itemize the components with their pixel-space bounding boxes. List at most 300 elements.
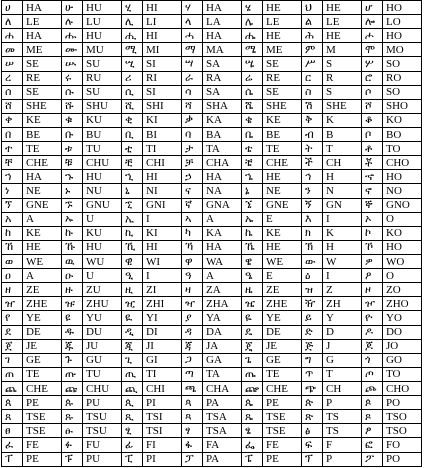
transliteration-cell: SO — [383, 85, 422, 99]
transliteration-cell: JI — [143, 339, 182, 353]
transliteration-cell: TSE — [263, 410, 302, 424]
fidel-glyph-cell: ጬ — [242, 381, 263, 395]
transliteration-cell: HA — [203, 170, 242, 184]
fidel-glyph-cell: ሌ — [242, 15, 263, 29]
transliteration-cell: SHE — [263, 99, 302, 113]
transliteration-cell: HO — [383, 170, 422, 184]
transliteration-cell: CHI — [143, 156, 182, 170]
transliteration-cell: WI — [143, 254, 182, 268]
transliteration-cell: GNU — [83, 198, 122, 212]
transliteration-cell: KO — [383, 226, 422, 240]
transliteration-cell: P — [323, 396, 362, 410]
fidel-glyph-cell: ጰ — [2, 396, 23, 410]
transliteration-cell: HA — [23, 170, 62, 184]
transliteration-cell: BI — [143, 127, 182, 141]
fidel-glyph-cell: ሒ — [122, 29, 143, 43]
transliteration-cell: YA — [203, 311, 242, 325]
transliteration-cell: TSE — [263, 424, 302, 438]
fidel-glyph-cell: ሐ — [2, 29, 23, 43]
transliteration-cell: M — [323, 43, 362, 57]
fidel-glyph-cell: ሑ — [62, 29, 83, 43]
transliteration-cell: ZHE — [23, 297, 62, 311]
fidel-glyph-cell: ዪ — [122, 311, 143, 325]
transliteration-cell: CHE — [263, 381, 302, 395]
fidel-glyph-cell: ሲ — [122, 85, 143, 99]
transliteration-cell: O — [383, 212, 422, 226]
transliteration-cell: SI — [143, 57, 182, 71]
fidel-glyph-cell: ሴ — [242, 85, 263, 99]
fidel-glyph-cell: ጨ — [2, 381, 23, 395]
transliteration-cell: CHU — [83, 156, 122, 170]
transliteration-cell: JO — [383, 339, 422, 353]
table-row — [2, 311, 422, 325]
transliteration-cell: TSE — [23, 410, 62, 424]
fidel-glyph-cell: ዢ — [122, 297, 143, 311]
transliteration-cell: E — [263, 212, 302, 226]
fidel-glyph-cell: ቶ — [362, 142, 383, 156]
transliteration-cell: T — [323, 142, 362, 156]
transliteration-cell: GNO — [383, 198, 422, 212]
fidel-glyph-cell: ኬ — [242, 226, 263, 240]
fidel-glyph-cell: ሩ — [62, 71, 83, 85]
fidel-glyph-cell: ሆ — [362, 1, 383, 15]
fidel-glyph-cell: ሡ — [62, 57, 83, 71]
fidel-glyph-cell: ኝ — [302, 198, 323, 212]
transliteration-cell: SU — [83, 57, 122, 71]
transliteration-cell: KE — [263, 113, 302, 127]
transliteration-cell: PE — [263, 452, 302, 467]
fidel-glyph-cell: ፒ — [122, 452, 143, 467]
transliteration-cell: K — [323, 226, 362, 240]
transliteration-cell: ZHU — [83, 297, 122, 311]
table-row — [2, 57, 422, 71]
fidel-glyph-cell: ሙ — [62, 43, 83, 57]
transliteration-cell: F — [323, 438, 362, 452]
transliteration-cell: RA — [203, 71, 242, 85]
fidel-glyph-cell: ኞ — [362, 198, 383, 212]
table-row — [2, 339, 422, 353]
fidel-glyph-cell: ዳ — [182, 325, 203, 339]
fidel-glyph-cell: ጸ — [2, 410, 23, 424]
fidel-glyph-cell: ሥ — [302, 57, 323, 71]
fidel-glyph-cell: ኹ — [62, 240, 83, 254]
fidel-glyph-cell: ፅ — [302, 424, 323, 438]
fidel-glyph-cell: ካ — [182, 226, 203, 240]
transliteration-cell: KU — [83, 226, 122, 240]
transliteration-cell: JA — [203, 339, 242, 353]
fidel-glyph-cell: ኛ — [182, 198, 203, 212]
fidel-glyph-cell: የ — [2, 311, 23, 325]
transliteration-cell: I — [323, 212, 362, 226]
fidel-glyph-cell: ሃ — [182, 1, 203, 15]
fidel-glyph-cell: ት — [302, 142, 323, 156]
fidel-glyph-cell: ፕ — [302, 452, 323, 467]
transliteration-cell: RI — [143, 71, 182, 85]
transliteration-cell: DA — [203, 325, 242, 339]
transliteration-cell: PU — [83, 452, 122, 467]
fidel-glyph-cell: ጅ — [302, 339, 323, 353]
fidel-glyph-cell: ኂ — [122, 170, 143, 184]
transliteration-cell: GNE — [263, 198, 302, 212]
table-row — [2, 254, 422, 268]
transliteration-cell: H — [323, 240, 362, 254]
fidel-glyph-cell: ም — [302, 43, 323, 57]
transliteration-cell: A — [23, 212, 62, 226]
fidel-glyph-cell: ጣ — [182, 367, 203, 381]
fidel-glyph-cell: መ — [2, 43, 23, 57]
transliteration-cell: MO — [383, 43, 422, 57]
fidel-glyph-cell: ኽ — [302, 240, 323, 254]
fidel-glyph-cell: ዎ — [362, 254, 383, 268]
fidel-glyph-cell: ሬ — [242, 71, 263, 85]
fidel-glyph-cell: ኃ — [182, 170, 203, 184]
fidel-glyph-cell: ሰ — [2, 85, 23, 99]
transliteration-cell: HE — [263, 240, 302, 254]
transliteration-cell: HE — [323, 29, 362, 43]
transliteration-cell: BE — [263, 127, 302, 141]
fidel-glyph-cell: ሪ — [122, 71, 143, 85]
fidel-glyph-cell: ጾ — [362, 410, 383, 424]
fidel-glyph-cell: ጻ — [182, 410, 203, 424]
fidel-glyph-cell: ሽ — [302, 99, 323, 113]
fidel-glyph-cell: ሮ — [362, 71, 383, 85]
transliteration-cell: SHO — [383, 99, 422, 113]
fidel-glyph-cell: ዲ — [122, 325, 143, 339]
fidel-glyph-cell: ኜ — [242, 198, 263, 212]
transliteration-cell: KU — [83, 113, 122, 127]
fidel-glyph-cell: ኣ — [182, 212, 203, 226]
transliteration-cell: YI — [143, 311, 182, 325]
transliteration-cell: HE — [263, 170, 302, 184]
table-row — [2, 170, 422, 184]
fidel-glyph-cell: ድ — [302, 325, 323, 339]
transliteration-cell: NO — [383, 184, 422, 198]
fidel-glyph-cell: ታ — [182, 142, 203, 156]
transliteration-cell: KE — [23, 226, 62, 240]
transliteration-cell: TE — [263, 367, 302, 381]
fidel-glyph-cell: ኒ — [122, 184, 143, 198]
transliteration-cell: TA — [203, 142, 242, 156]
table-row — [2, 184, 422, 198]
transliteration-cell: YE — [23, 311, 62, 325]
fidel-glyph-cell: ኡ — [62, 212, 83, 226]
transliteration-cell: TSO — [383, 424, 422, 438]
fidel-glyph-cell: ኅ — [302, 170, 323, 184]
fidel-glyph-cell: ቄ — [242, 113, 263, 127]
transliteration-cell: CHO — [383, 381, 422, 395]
fidel-glyph-cell: ኙ — [62, 198, 83, 212]
fidel-glyph-cell: ቲ — [122, 142, 143, 156]
fidel-glyph-cell: ቾ — [362, 156, 383, 170]
fidel-glyph-cell: ጆ — [362, 339, 383, 353]
transliteration-cell: ZE — [23, 283, 62, 297]
transliteration-cell: KI — [143, 113, 182, 127]
fidel-glyph-cell: ዑ — [62, 269, 83, 283]
fidel-glyph-cell: ጳ — [182, 396, 203, 410]
fidel-glyph-cell: ግ — [302, 353, 323, 367]
transliteration-cell: RE — [23, 71, 62, 85]
transliteration-cell: HI — [143, 1, 182, 15]
transliteration-cell: PE — [23, 396, 62, 410]
fidel-glyph-cell: ጭ — [302, 381, 323, 395]
table-row — [2, 142, 422, 156]
transliteration-cell: WE — [263, 254, 302, 268]
table-row — [2, 381, 422, 395]
fidel-glyph-cell: ጄ — [242, 339, 263, 353]
transliteration-cell: Y — [323, 311, 362, 325]
transliteration-cell: HA — [203, 29, 242, 43]
transliteration-cell: YO — [383, 311, 422, 325]
fidel-glyph-cell: ኤ — [242, 212, 263, 226]
transliteration-cell: G — [323, 353, 362, 367]
transliteration-cell: FO — [383, 438, 422, 452]
transliteration-cell: PI — [143, 452, 182, 467]
fidel-glyph-cell: ማ — [182, 43, 203, 57]
fidel-glyph-cell: ፃ — [182, 424, 203, 438]
fidel-glyph-cell: ቀ — [2, 113, 23, 127]
transliteration-cell: ZO — [383, 283, 422, 297]
fidel-glyph-cell: ሢ — [122, 57, 143, 71]
transliteration-cell: E — [263, 269, 302, 283]
transliteration-cell: TO — [383, 142, 422, 156]
transliteration-cell: HE — [263, 29, 302, 43]
transliteration-cell: CHO — [383, 156, 422, 170]
fidel-glyph-cell: ኆ — [362, 170, 383, 184]
fidel-glyph-cell: ዚ — [122, 283, 143, 297]
transliteration-cell: JE — [23, 339, 62, 353]
transliteration-cell: HU — [83, 29, 122, 43]
fidel-glyph-cell: ዜ — [242, 283, 263, 297]
transliteration-cell: FE — [23, 438, 62, 452]
transliteration-cell: B — [323, 127, 362, 141]
fidel-glyph-cell: ን — [302, 184, 323, 198]
transliteration-cell: LE — [323, 15, 362, 29]
transliteration-cell: HI — [143, 240, 182, 254]
transliteration-cell: RE — [263, 71, 302, 85]
fidel-glyph-cell: ቡ — [62, 127, 83, 141]
fidel-glyph-cell: ዦ — [362, 297, 383, 311]
transliteration-cell: WE — [23, 254, 62, 268]
fidel-glyph-cell: ቦ — [362, 127, 383, 141]
transliteration-cell: SE — [23, 57, 62, 71]
fidel-glyph-cell: ጪ — [122, 381, 143, 395]
transliteration-cell: J — [323, 339, 362, 353]
transliteration-cell: SA — [203, 57, 242, 71]
transliteration-cell: HA — [23, 29, 62, 43]
fidel-glyph-cell: ፉ — [62, 438, 83, 452]
fidel-glyph-cell: ል — [302, 15, 323, 29]
fidel-glyph-cell: ዬ — [242, 311, 263, 325]
fidel-glyph-cell: ሤ — [242, 57, 263, 71]
transliteration-cell: PO — [383, 396, 422, 410]
transliteration-cell: DE — [263, 325, 302, 339]
fidel-glyph-cell: ፐ — [2, 452, 23, 467]
transliteration-cell: NA — [203, 184, 242, 198]
fidel-glyph-cell: ጡ — [62, 367, 83, 381]
fidel-glyph-cell: ቴ — [242, 142, 263, 156]
fidel-glyph-cell: ኺ — [122, 240, 143, 254]
transliteration-cell: ZHE — [263, 297, 302, 311]
transliteration-cell: GNI — [143, 198, 182, 212]
fidel-glyph-cell: ብ — [302, 127, 323, 141]
transliteration-cell: SHA — [203, 99, 242, 113]
transliteration-cell: U — [83, 212, 122, 226]
transliteration-cell: LU — [83, 15, 122, 29]
transliteration-cell: CHE — [23, 156, 62, 170]
transliteration-cell: ZHI — [143, 297, 182, 311]
transliteration-cell: LO — [383, 15, 422, 29]
fidel-glyph-cell: ሼ — [242, 99, 263, 113]
fidel-glyph-cell: ዤ — [242, 297, 263, 311]
fidel-glyph-cell: ር — [302, 71, 323, 85]
fidel-glyph-cell: ዴ — [242, 325, 263, 339]
transliteration-cell: TSA — [203, 410, 242, 424]
fidel-glyph-cell: ዥ — [302, 297, 323, 311]
fidel-glyph-cell: ሊ — [122, 15, 143, 29]
transliteration-cell: PU — [83, 396, 122, 410]
transliteration-cell: HO — [383, 240, 422, 254]
transliteration-cell: HI — [143, 170, 182, 184]
fidel-glyph-cell: ጮ — [362, 381, 383, 395]
fidel-glyph-cell: ቱ — [62, 142, 83, 156]
fidel-glyph-cell: ባ — [182, 127, 203, 141]
fidel-glyph-cell: ፖ — [362, 452, 383, 467]
transliteration-cell: FA — [203, 438, 242, 452]
transliteration-cell: LE — [263, 15, 302, 29]
fidel-glyph-cell: ቅ — [302, 113, 323, 127]
fidel-glyph-cell: ፍ — [302, 438, 323, 452]
fidel-glyph-cell: ጼ — [242, 410, 263, 424]
fidel-glyph-cell: ፀ — [2, 424, 23, 438]
transliteration-cell: A — [203, 269, 242, 283]
transliteration-cell: CH — [323, 381, 362, 395]
transliteration-cell: HO — [383, 1, 422, 15]
transliteration-cell: DU — [83, 325, 122, 339]
table-row — [2, 198, 422, 212]
transliteration-cell: ME — [23, 43, 62, 57]
transliteration-cell: TSU — [83, 410, 122, 424]
fidel-glyph-cell: ኢ — [122, 212, 143, 226]
fidel-glyph-cell: ጵ — [302, 396, 323, 410]
fidel-glyph-cell: ሹ — [62, 99, 83, 113]
fidel-glyph-cell: ሳ — [182, 85, 203, 99]
fidel-glyph-cell: ጴ — [242, 396, 263, 410]
fidel-glyph-cell: ፂ — [122, 424, 143, 438]
transliteration-cell: KO — [383, 113, 422, 127]
table-row — [2, 29, 422, 43]
transliteration-cell: I — [143, 269, 182, 283]
fidel-glyph-cell: ዮ — [362, 311, 383, 325]
transliteration-cell: DI — [143, 325, 182, 339]
transliteration-cell: TSI — [143, 424, 182, 438]
fidel-glyph-cell: ፆ — [362, 424, 383, 438]
fidel-glyph-cell: ጃ — [182, 339, 203, 353]
transliteration-cell: ME — [263, 43, 302, 57]
transliteration-cell: N — [323, 184, 362, 198]
fidel-glyph-cell: ቃ — [182, 113, 203, 127]
transliteration-cell: TSA — [203, 424, 242, 438]
transliteration-cell: A — [203, 212, 242, 226]
transliteration-cell: TS — [323, 410, 362, 424]
fidel-glyph-cell: ዡ — [62, 297, 83, 311]
transliteration-cell: O — [383, 269, 422, 283]
fidel-glyph-cell: ፋ — [182, 438, 203, 452]
table-row — [2, 240, 422, 254]
fidel-glyph-cell: ሀ — [2, 1, 23, 15]
fidel-glyph-cell: ኮ — [362, 226, 383, 240]
table-row — [2, 85, 422, 99]
transliteration-cell: ZU — [83, 283, 122, 297]
fidel-glyph-cell: ኔ — [242, 184, 263, 198]
transliteration-cell: LI — [143, 15, 182, 29]
fidel-glyph-cell: ጀ — [2, 339, 23, 353]
fidel-glyph-cell: ረ — [2, 71, 23, 85]
transliteration-cell: WA — [203, 254, 242, 268]
fidel-glyph-cell: ጶ — [362, 396, 383, 410]
transliteration-cell: Z — [323, 283, 362, 297]
fidel-glyph-cell: በ — [2, 127, 23, 141]
fidel-glyph-cell: ሶ — [362, 85, 383, 99]
table-row — [2, 226, 422, 240]
fidel-glyph-cell: ሉ — [62, 15, 83, 29]
transliteration-cell: FI — [143, 438, 182, 452]
fidel-glyph-cell: ሄ — [242, 1, 263, 15]
fidel-glyph-cell: ሾ — [362, 99, 383, 113]
table-row — [2, 297, 422, 311]
transliteration-cell: NE — [23, 184, 62, 198]
fidel-glyph-cell: ዌ — [242, 254, 263, 268]
fidel-glyph-cell: ለ — [2, 15, 23, 29]
transliteration-cell: CHA — [203, 381, 242, 395]
fidel-glyph-cell: ዕ — [302, 269, 323, 283]
transliteration-cell: ZE — [263, 283, 302, 297]
table-row — [2, 71, 422, 85]
transliteration-cell: KE — [263, 226, 302, 240]
transliteration-cell: T — [323, 367, 362, 381]
transliteration-cell: TSU — [83, 424, 122, 438]
fidel-glyph-cell: ዞ — [362, 283, 383, 297]
transliteration-cell: SHE — [323, 99, 362, 113]
transliteration-cell: TU — [83, 367, 122, 381]
transliteration-cell: CHE — [23, 381, 62, 395]
fidel-glyph-cell: ህ — [302, 1, 323, 15]
fidel-glyph-cell: ጤ — [242, 367, 263, 381]
transliteration-cell: TSO — [383, 410, 422, 424]
transliteration-cell: WO — [383, 254, 422, 268]
fidel-glyph-cell: ዖ — [362, 269, 383, 283]
transliteration-cell: YE — [263, 311, 302, 325]
fidel-glyph-cell: አ — [2, 212, 23, 226]
transliteration-cell: PI — [143, 396, 182, 410]
transliteration-cell: S — [323, 57, 362, 71]
fidel-glyph-cell: ጢ — [122, 367, 143, 381]
fidel-glyph-cell: ዋ — [182, 254, 203, 268]
fidel-glyph-cell: ኁ — [62, 170, 83, 184]
transliteration-cell: TI — [143, 142, 182, 156]
transliteration-cell: HE — [323, 1, 362, 15]
fidel-glyph-cell: ኻ — [182, 240, 203, 254]
transliteration-cell: ZHO — [383, 297, 422, 311]
transliteration-cell: BO — [383, 127, 422, 141]
fidel-glyph-cell: ወ — [2, 254, 23, 268]
fidel-glyph-cell: ዶ — [362, 325, 383, 339]
transliteration-cell: HU — [83, 240, 122, 254]
fidel-glyph-cell: ሔ — [242, 29, 263, 43]
transliteration-cell: PA — [203, 452, 242, 467]
table-row — [2, 269, 422, 283]
table-row — [2, 283, 422, 297]
fidel-glyph-cell: ኘ — [2, 198, 23, 212]
